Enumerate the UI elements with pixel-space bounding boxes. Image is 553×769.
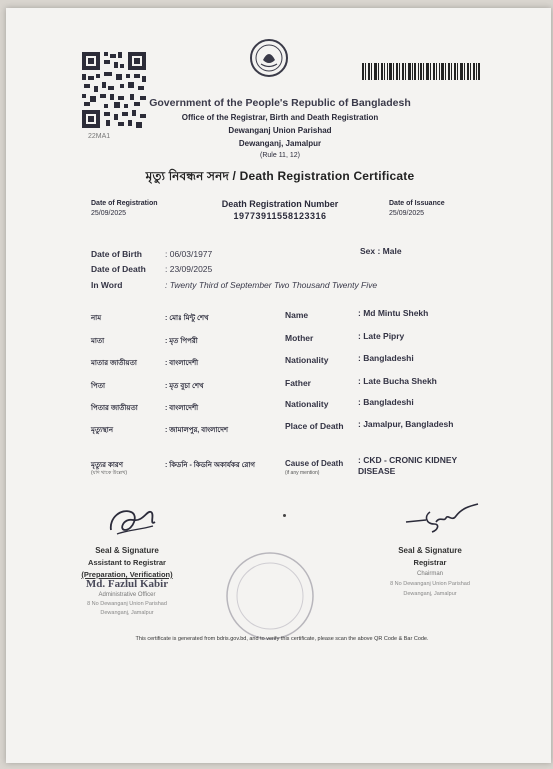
- ink-dot: [283, 514, 286, 517]
- assistant-registrar-role: Assistant to Registrar: [88, 558, 166, 567]
- bn-name-label: নাম: [91, 315, 102, 322]
- father-value: : Late Bucha Shekh: [358, 376, 437, 386]
- bn-mother-nationality-label: মাতার জাতীয়তা: [91, 360, 137, 367]
- government-emblem-icon: [249, 38, 289, 78]
- place-of-death-value: : Jamalpur, Bangladesh: [358, 419, 454, 429]
- bn-mother-value: : মৃত পিপরী: [165, 338, 198, 345]
- barcode: [362, 63, 480, 80]
- issuance-date: 25/09/2025: [389, 210, 425, 217]
- qr-caption: 22MA1: [88, 133, 111, 140]
- assistant-seal-line-3: Dewanganj, Jamalpur: [100, 610, 154, 616]
- name-value: : Md Mintu Shekh: [358, 308, 429, 318]
- in-word-label: In Word: [91, 280, 123, 290]
- bn-place-of-death-value: : জামালপুর, বাংলাদেশ: [165, 427, 229, 434]
- assistant-seal-line-1: Administrative Officer: [98, 592, 156, 598]
- bn-cause-sub: (যদি থাকে উল্লেখ): [91, 470, 127, 476]
- mother-value: : Late Pipry: [358, 331, 405, 341]
- father-nationality-value: : Bangladeshi: [358, 397, 414, 407]
- bn-father-value: : মৃত বুচা শেখ: [165, 383, 204, 390]
- registration-date-label: Date of Registration: [91, 200, 158, 207]
- office-location: Dewanganj, Jamalpur: [238, 139, 322, 148]
- mother-label: Mother: [285, 333, 314, 343]
- rule-reference: (Rule 11, 12): [260, 152, 300, 159]
- birth-date-value: : 06/03/1977: [165, 249, 213, 259]
- bn-cause-label: মৃত্যুর কারণ: [91, 462, 123, 469]
- registrar-seal-line-3: Dewanganj, Jamalpur: [403, 591, 457, 597]
- bn-place-of-death-label: মৃত্যুস্থান: [91, 427, 114, 434]
- bn-father-label: পিতা: [91, 383, 106, 390]
- registration-date: 25/09/2025: [91, 210, 127, 217]
- cause-value: : CKD - CRONIC KIDNEY DISEASE: [358, 455, 458, 476]
- bn-father-nationality-label: পিতার জাতীয়তা: [91, 405, 138, 412]
- certificate-title: মৃত্যু নিবন্ধন সনদ / Death Registration Certificate: [145, 169, 415, 183]
- left-seal-signature-title: Seal & Signature: [95, 546, 159, 555]
- issuance-date-label: Date of Issuance: [389, 200, 445, 207]
- government-title: Government of the People's Republic of Bangladesh: [149, 97, 411, 109]
- mother-nationality-label: Nationality: [285, 355, 329, 365]
- assistant-name-seal: Md. Fazlul Kabir: [85, 578, 169, 590]
- verification-footer: This certificate is generated from bdris.gov.bd, and to verify this certificate, please scan the above QR Code & Bar Code.: [135, 636, 429, 642]
- birth-date-label: Date of Birth: [91, 249, 142, 259]
- registrar-seal-line-1: Chairman: [416, 571, 443, 577]
- father-label: Father: [285, 378, 311, 388]
- assistant-seal-line-2: 8 No Dewanganj Union Parishad: [87, 601, 167, 607]
- bn-mother-nationality-value: : বাংলাদেশী: [165, 360, 199, 367]
- bn-cause-value: : কিডনি - কিডনি অকার্যকর রোগ: [165, 462, 255, 469]
- registration-number: 19773911558123316: [233, 211, 327, 221]
- cause-label: Cause of Death: [285, 459, 344, 468]
- cause-sub: (if any mention): [285, 470, 320, 476]
- bn-father-nationality-value: : বাংলাদেশী: [165, 405, 199, 412]
- right-seal-signature-title: Seal & Signature: [398, 546, 462, 555]
- registrar-signature-icon: [400, 500, 480, 540]
- sex-field: Sex : Male: [360, 246, 402, 256]
- registrar-role: Registrar: [413, 558, 447, 567]
- registrar-seal-line-2: 8 No Dewanganj Union Parishad: [390, 581, 470, 587]
- name-label: Name: [285, 310, 309, 320]
- mother-nationality-value: : Bangladeshi: [358, 353, 414, 363]
- assistant-signature-icon: [103, 500, 163, 540]
- bn-name-value: : মোঃ মিন্টু শেখ: [165, 315, 209, 322]
- bn-mother-label: মাতা: [91, 338, 105, 345]
- death-date-label: Date of Death: [91, 264, 146, 274]
- union-parishad: Dewanganj Union Parishad: [228, 126, 332, 135]
- in-word-value: : Twenty Third of September Two Thousand Twenty Five: [165, 280, 378, 290]
- father-nationality-label: Nationality: [285, 399, 329, 409]
- round-seal-stamp-icon: [224, 550, 316, 642]
- death-date-value: : 23/09/2025: [165, 264, 213, 274]
- office-title: Office of the Registrar, Birth and Death Registration: [181, 113, 379, 122]
- registration-number-label: Death Registration Number: [221, 199, 339, 209]
- place-of-death-label: Place of Death: [285, 421, 344, 431]
- assistant-registrar-sub: (Preparation, Verification): [81, 570, 173, 579]
